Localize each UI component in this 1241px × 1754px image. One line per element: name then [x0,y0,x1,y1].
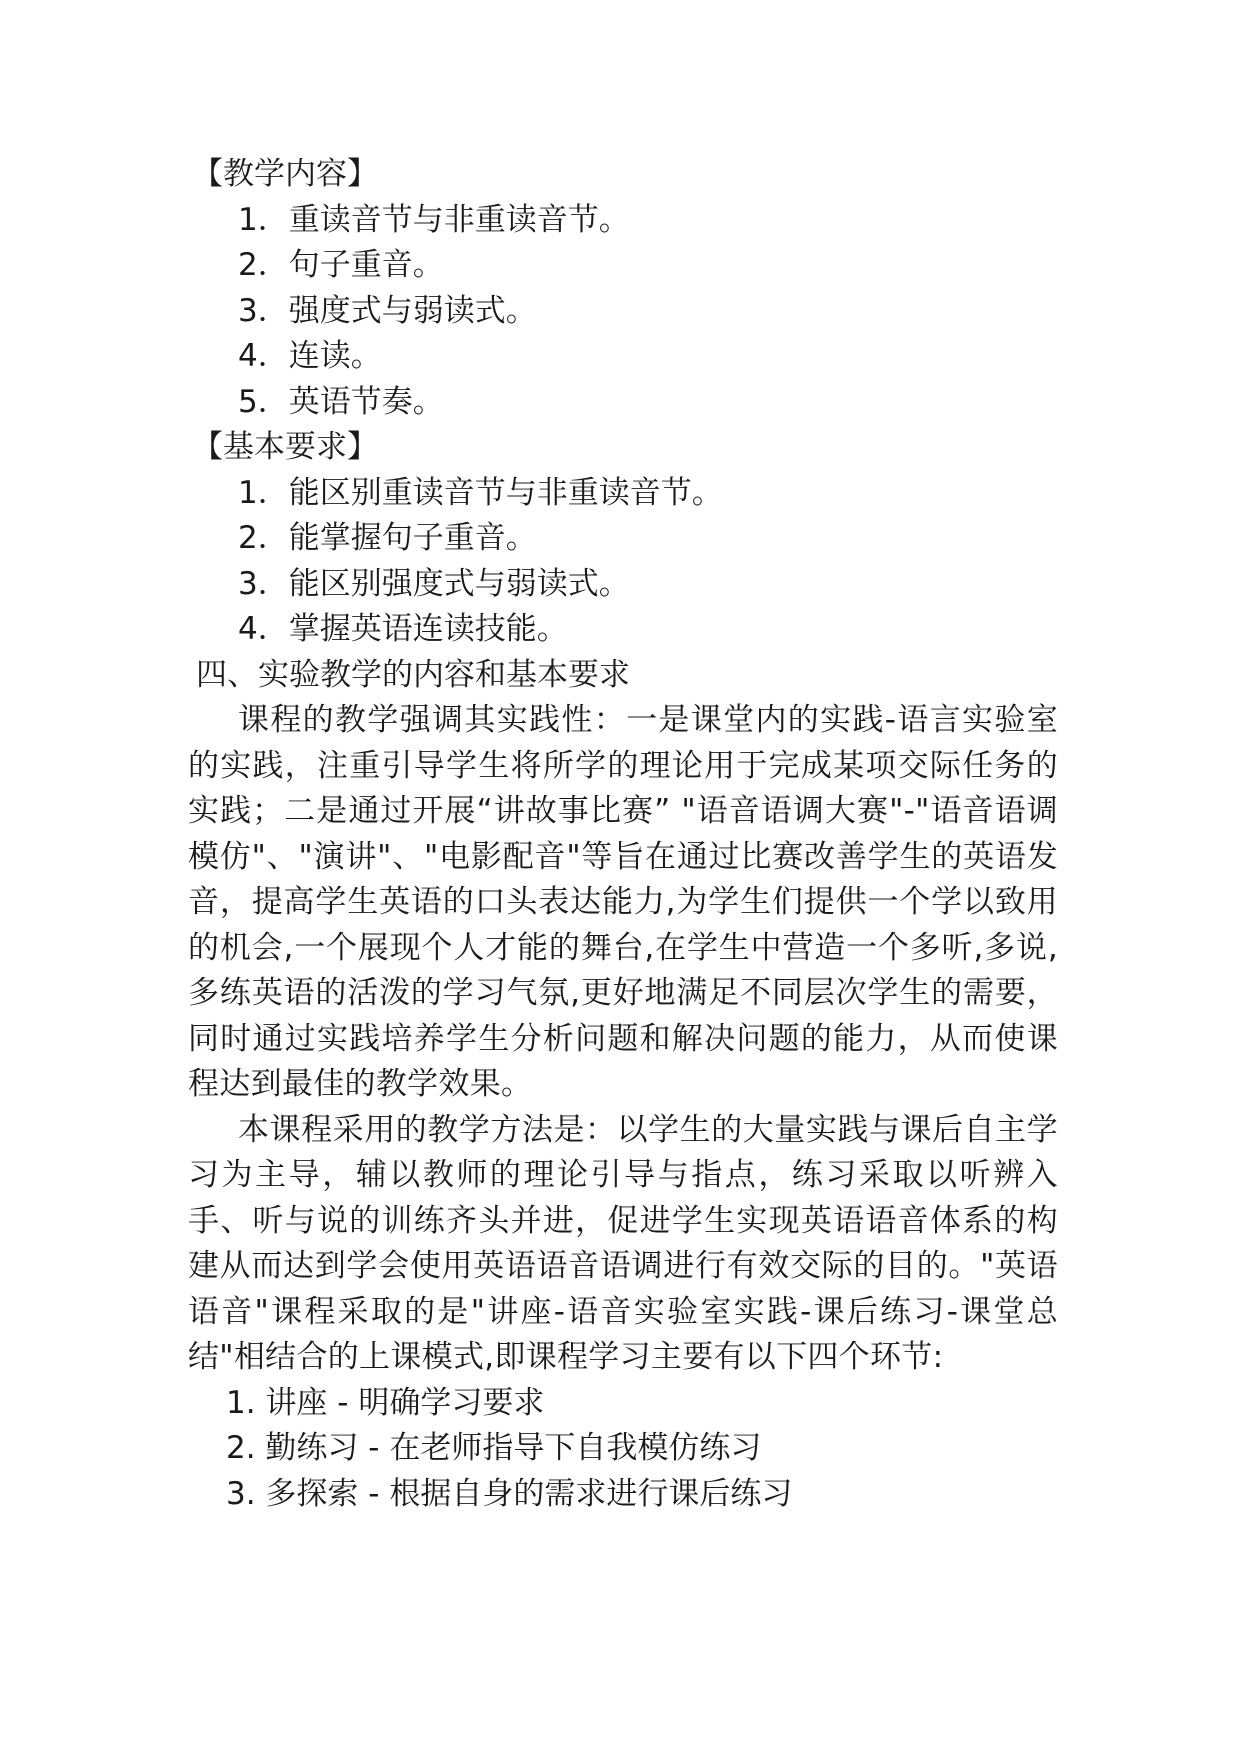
teaching-content-item: 2．句子重音。 [238,247,444,283]
teaching-content-item: 3．强度式与弱读式。 [238,292,537,329]
basic-requirements-item: 4．掌握英语连读技能。 [238,611,568,647]
basic-requirements-heading: 【基本要求】 [192,429,378,465]
step-item: 3. 多探索 - 根据自身的需求进行课后练习 [226,1475,793,1512]
basic-requirements-item: 2．能掌握句子重音。 [238,520,537,556]
basic-requirements-item: 1．能区别重读音节与非重读音节。 [238,474,723,511]
teaching-content-item: 1．重读音节与非重读音节。 [238,201,630,238]
method-paragraph: 本课程采用的教学方法是：以学生的大量实践与课后自主学习为主导，辅以教师的理论引导与指点，练习采取以听辨入手、听与说的训练齐头并进，促进学生实现英语语音体系的构建从而达到学会使用英语语音语调进行有效交际的目的。"英语语音"课程采取的是"讲座-语音实验室实践-课后练习-课堂总结"相结合的上课模式,即课程学习主要有以下四个环节: [188,1111,1058,1375]
basic-requirements-item: 3．能区别强度式与弱读式。 [238,565,630,602]
teaching-content-item: 5．英语节奏。 [238,383,444,420]
steps-list [188,1381,1058,1518]
teaching-content-item: 4．连读。 [238,338,382,374]
practice-paragraph: 课程的教学强调其实践性：一是课堂内的实践-语言实验室的实践，注重引导学生将所学的理论用于完成某项交际任务的实践；二是通过开展“讲故事比赛” "语音语调大赛"-"语音语调模仿"、"演讲"、"电影配音"等旨在通过比赛改善学生的英语发音，提高学生英语的口头表达能力,为学生们提供一个学以致用的机会,一个展现个人才能的舞台,在学生中营造一个多听,多说,多练英语的活泼的学习气氛,更好地满足不同层次学生的需要，同时通过实践培养学生分析问题和解决问题的能力，从而使课程达到最佳的教学效果。 [188,702,1058,1102]
document-page [188,152,1058,1517]
step-item: 2. 勤练习 - 在老师指导下自我模仿练习 [226,1430,762,1466]
teaching-content-heading: 【教学内容】 [192,156,378,192]
section-four-title: 四、实验教学的内容和基本要求 [196,656,630,693]
step-item: 1. 讲座 - 明确学习要求 [226,1384,545,1421]
